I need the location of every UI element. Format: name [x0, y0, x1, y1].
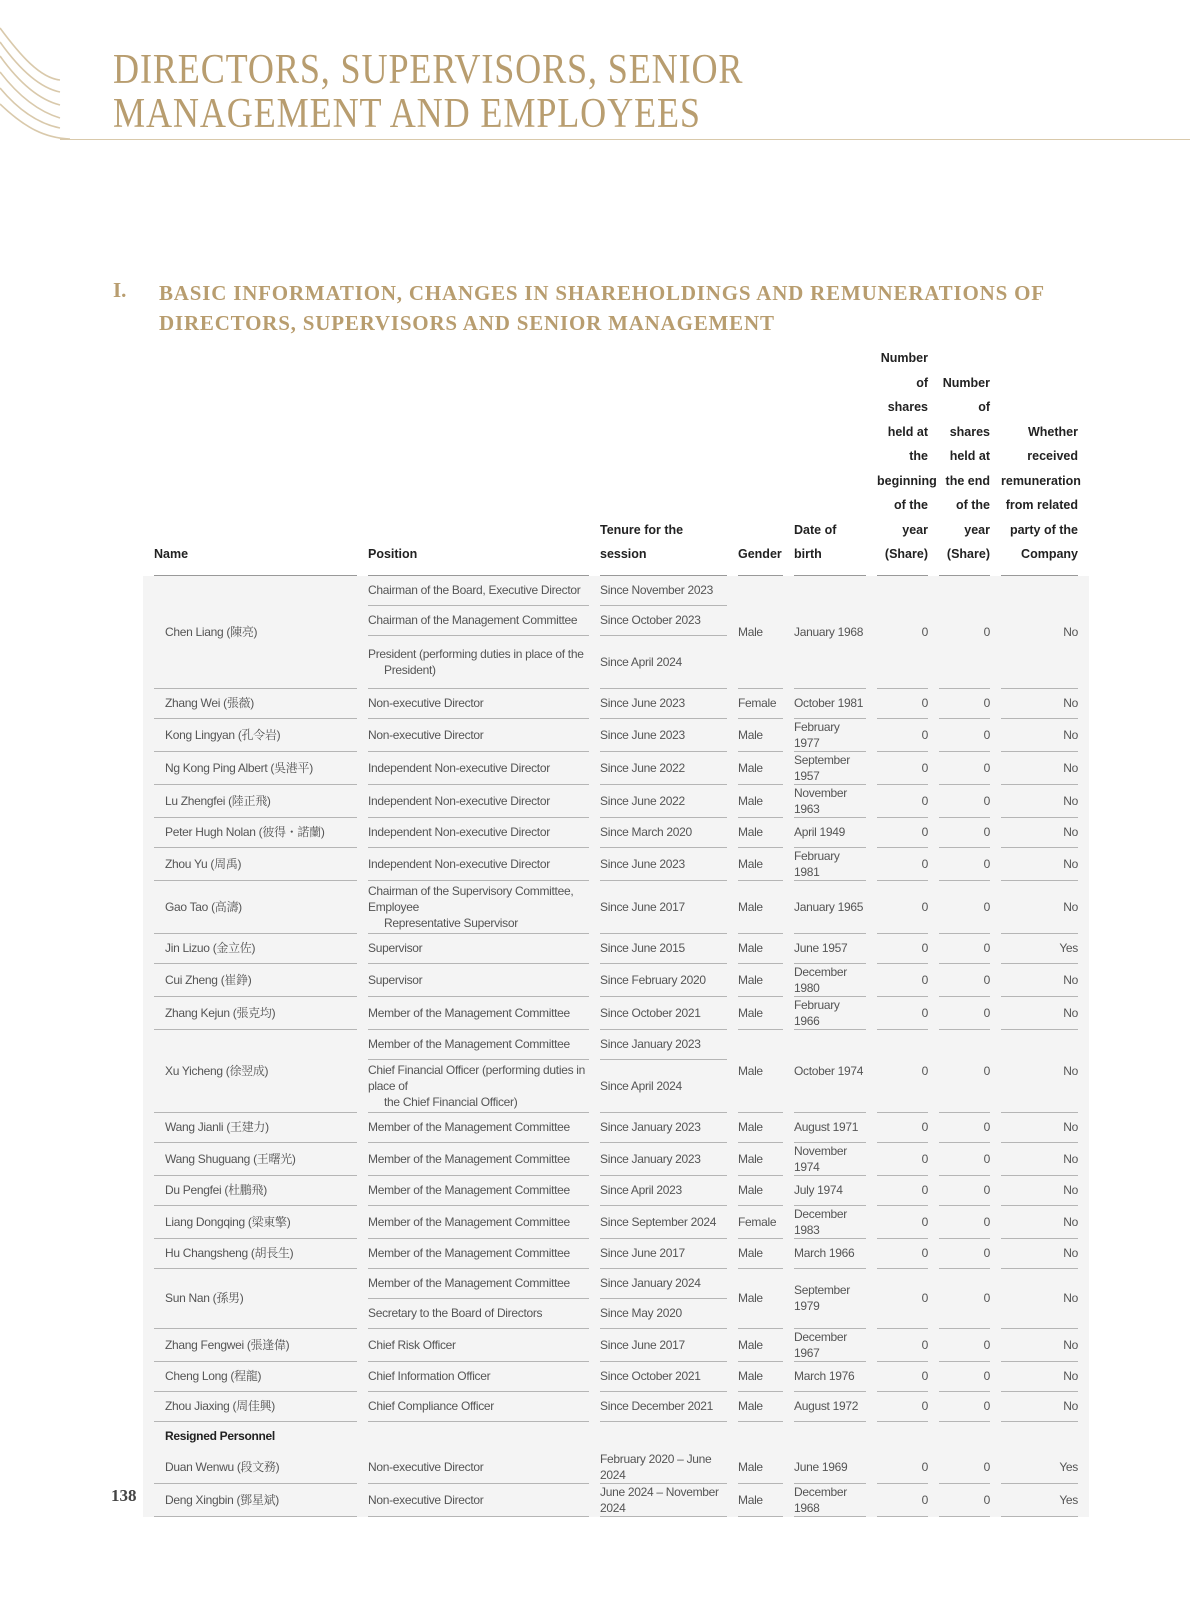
cell-tenure: Since January 2023: [600, 1113, 727, 1143]
cell-position: [368, 1113, 589, 1143]
cell-gender: Male: [738, 934, 783, 964]
cell-position: [368, 1362, 589, 1392]
position-title: President (performing duties in place of the: [368, 646, 584, 661]
cell-tenure: Since December 2021: [600, 1392, 727, 1422]
position-title: Member of the Management Committee: [368, 1005, 570, 1020]
table-row: [154, 1329, 1078, 1362]
cell-dob: June 1969: [794, 1451, 866, 1484]
cell-shares-begin: 0: [877, 1113, 928, 1143]
cell-remuneration: No: [1001, 1176, 1078, 1206]
cell-tenure: Since April 2024: [600, 636, 727, 689]
title-divider: [60, 139, 1190, 140]
cell-position: [368, 997, 589, 1030]
cell-position: [368, 818, 589, 848]
position-title: Independent Non-executive Director: [368, 793, 550, 808]
position-title: Member of the Management Committee: [368, 1037, 570, 1051]
cell-shares-end: 0: [939, 818, 990, 848]
cell-tenure: Since June 2015: [600, 934, 727, 964]
cell-shares-end: 0: [939, 1269, 990, 1329]
cell-tenure: Since June 2017: [600, 1329, 727, 1362]
cell-gender: Male: [738, 1484, 783, 1517]
cell-dob: December 1980: [794, 964, 866, 997]
cell-shares-end: 0: [939, 1113, 990, 1143]
cell-tenure: Since September 2024: [600, 1206, 727, 1239]
table-header-row: [154, 346, 1078, 576]
cell-position: [368, 1206, 589, 1239]
cell-remuneration: No: [1001, 997, 1078, 1030]
cell-gender: Male: [738, 785, 783, 818]
section-number: I.: [113, 278, 127, 302]
cell-dob: June 1957: [794, 934, 866, 964]
cell-position: [368, 636, 589, 689]
cell-gender: Male: [738, 576, 783, 689]
cell-position: [368, 1030, 589, 1060]
cell-tenure: Since June 2022: [600, 752, 727, 785]
decorative-curves-icon: [0, 0, 100, 145]
cell-remuneration: No: [1001, 881, 1078, 934]
cell-tenure: Since June 2017: [600, 1239, 727, 1269]
cell-remuneration: No: [1001, 719, 1078, 752]
position-title-cont: the Chief Financial Officer): [384, 1094, 518, 1109]
cell-tenure: June 2024 – November 2024: [600, 1484, 727, 1517]
cell-name: Zhou Jiaxing (周佳興): [154, 1392, 357, 1422]
cell-remuneration: No: [1001, 1329, 1078, 1362]
position-title: Chairman of the Board, Executive Director: [368, 583, 581, 597]
cell-position: [368, 1269, 589, 1299]
cell-shares-begin: 0: [877, 1451, 928, 1484]
cell-tenure: Since February 2020: [600, 964, 727, 997]
header-remuneration: Whether received remuneration from related party of the Company: [1001, 346, 1078, 576]
cell-remuneration: No: [1001, 1206, 1078, 1239]
cell-remuneration: Yes: [1001, 1484, 1078, 1517]
cell-shares-begin: 0: [877, 934, 928, 964]
cell-name: Liang Dongqing (梁東擎): [154, 1206, 357, 1239]
position-title: Non-executive Director: [368, 696, 484, 710]
cell-remuneration: No: [1001, 1362, 1078, 1392]
cell-shares-begin: 0: [877, 719, 928, 752]
cell-gender: Male: [738, 1113, 783, 1143]
position-title: Independent Non-executive Director: [368, 825, 550, 839]
cell-tenure: Since June 2022: [600, 785, 727, 818]
cell-remuneration: No: [1001, 818, 1078, 848]
cell-tenure: Since January 2023: [600, 1030, 727, 1060]
cell-tenure: Since June 2023: [600, 689, 727, 719]
cell-name: Kong Lingyan (孔令岩): [154, 719, 357, 752]
cell-shares-end: 0: [939, 934, 990, 964]
cell-shares-end: 0: [939, 689, 990, 719]
cell-dob: April 1949: [794, 818, 866, 848]
cell-shares-begin: 0: [877, 1269, 928, 1329]
cell-shares-begin: 0: [877, 848, 928, 881]
position-title: Supervisor: [368, 941, 423, 955]
cell-position: [368, 1484, 589, 1517]
cell-name: Duan Wenwu (段文務): [154, 1451, 357, 1484]
cell-shares-end: 0: [939, 752, 990, 785]
cell-shares-begin: 0: [877, 1484, 928, 1517]
position-title: Member of the Management Committee: [368, 1246, 570, 1260]
position-title-cont: President): [384, 662, 436, 677]
cell-name: Xu Yicheng (徐翌成): [154, 1030, 357, 1113]
table-row: [154, 752, 1078, 785]
table-row: [154, 1239, 1078, 1269]
table-row: [154, 1451, 1078, 1484]
cell-tenure: Since January 2023: [600, 1143, 727, 1176]
cell-tenure: Since June 2017: [600, 881, 727, 934]
title-line-1: DIRECTORS, SUPERVISORS, SENIOR: [113, 47, 744, 93]
cell-gender: Male: [738, 1269, 783, 1329]
cell-name: Hu Changsheng (胡長生): [154, 1239, 357, 1269]
table-row: [154, 719, 1078, 752]
position-title: Member of the Management Committee: [368, 1120, 570, 1134]
directors-table: [154, 346, 1081, 1517]
cell-tenure: Since November 2023: [600, 576, 727, 606]
header-name: Name: [154, 346, 357, 576]
cell-shares-end: 0: [939, 576, 990, 689]
position-title: Chief Information Officer: [368, 1369, 491, 1383]
cell-gender: Male: [738, 1176, 783, 1206]
cell-position: [368, 1143, 589, 1176]
cell-shares-end: 0: [939, 1451, 990, 1484]
cell-gender: Male: [738, 1392, 783, 1422]
cell-shares-end: 0: [939, 785, 990, 818]
table-row: [154, 1362, 1078, 1392]
cell-dob: September 1979: [794, 1269, 866, 1329]
cell-name: Jin Lizuo (金立佐): [154, 934, 357, 964]
position-title: Chairman of the Management Committee: [368, 613, 578, 627]
position-title: Chairman of the Supervisory Committee, Employee: [368, 883, 574, 914]
table-row: [154, 818, 1078, 848]
cell-dob: March 1976: [794, 1362, 866, 1392]
page-number: 138: [111, 1486, 137, 1505]
cell-position: [368, 689, 589, 719]
cell-position: [368, 1176, 589, 1206]
cell-name: Zhang Fengwei (張逢偉): [154, 1329, 357, 1362]
cell-tenure: Since October 2021: [600, 1362, 727, 1392]
cell-tenure: Since March 2020: [600, 818, 727, 848]
cell-name: Zhang Kejun (張克均): [154, 997, 357, 1030]
position-title: Independent Non-executive Director: [368, 760, 550, 775]
cell-name: Gao Tao (高濤): [154, 881, 357, 934]
cell-remuneration: No: [1001, 576, 1078, 689]
table-row: [154, 1176, 1078, 1206]
cell-tenure: Since June 2023: [600, 719, 727, 752]
cell-gender: Female: [738, 1206, 783, 1239]
cell-position: [368, 1451, 589, 1484]
cell-gender: Male: [738, 997, 783, 1030]
position-title: Non-executive Director: [368, 1459, 484, 1474]
cell-tenure: Since April 2024: [600, 1060, 727, 1113]
position-title: Chief Financial Officer (performing duties in place of: [368, 1062, 586, 1093]
cell-shares-end: 0: [939, 848, 990, 881]
cell-dob: October 1974: [794, 1030, 866, 1113]
table-group-row: [154, 1422, 1078, 1451]
table-row: [154, 1206, 1078, 1239]
cell-name: Cheng Long (程龍): [154, 1362, 357, 1392]
cell-shares-end: 0: [939, 719, 990, 752]
cell-shares-end: 0: [939, 1239, 990, 1269]
cell-gender: Male: [738, 1451, 783, 1484]
cell-dob: August 1972: [794, 1392, 866, 1422]
cell-shares-begin: 0: [877, 752, 928, 785]
cell-remuneration: Yes: [1001, 934, 1078, 964]
header-gender: Gender: [738, 346, 783, 576]
cell-name: Du Pengfei (杜鵬飛): [154, 1176, 357, 1206]
cell-gender: Male: [738, 752, 783, 785]
cell-name: Wang Jianli (王建力): [154, 1113, 357, 1143]
cell-shares-begin: 0: [877, 818, 928, 848]
cell-tenure: Since January 2024: [600, 1269, 727, 1299]
cell-position: [368, 1299, 589, 1329]
cell-position: [368, 1329, 589, 1362]
cell-dob: November 1963: [794, 785, 866, 818]
table-row: [154, 1113, 1078, 1143]
position-title-cont: Representative Supervisor: [384, 915, 518, 930]
cell-dob: July 1974: [794, 1176, 866, 1206]
cell-position: [368, 606, 589, 636]
position-title: Member of the Management Committee: [368, 1214, 570, 1229]
position-title: Member of the Management Committee: [368, 1183, 570, 1197]
cell-shares-end: 0: [939, 1484, 990, 1517]
cell-tenure: Since April 2023: [600, 1176, 727, 1206]
cell-shares-begin: 0: [877, 689, 928, 719]
cell-shares-begin: 0: [877, 785, 928, 818]
table-row: [154, 997, 1078, 1030]
header-tenure: Tenure for the session: [600, 346, 727, 576]
table-row: [154, 881, 1078, 934]
cell-dob: February 1981: [794, 848, 866, 881]
header-dob: Date of birth: [794, 346, 866, 576]
cell-gender: Male: [738, 719, 783, 752]
cell-gender: Male: [738, 1362, 783, 1392]
cell-gender: Female: [738, 689, 783, 719]
header-shares-begin: Number of shares held at the beginning of the year (Share): [877, 346, 928, 576]
cell-remuneration: No: [1001, 1239, 1078, 1269]
cell-shares-end: 0: [939, 1329, 990, 1362]
cell-tenure: Since May 2020: [600, 1299, 727, 1329]
cell-gender: Male: [738, 848, 783, 881]
position-title: Supervisor: [368, 972, 423, 987]
cell-shares-begin: 0: [877, 1392, 928, 1422]
cell-dob: December 1968: [794, 1484, 866, 1517]
cell-gender: Male: [738, 818, 783, 848]
cell-tenure: Since June 2023: [600, 848, 727, 881]
cell-position: [368, 964, 589, 997]
cell-position: [368, 785, 589, 818]
title-line-2: MANAGEMENT AND EMPLOYEES: [113, 91, 701, 137]
cell-shares-end: 0: [939, 1176, 990, 1206]
cell-name: Zhou Yu (周禹): [154, 848, 357, 881]
cell-position: [368, 1392, 589, 1422]
table-row: [154, 1484, 1078, 1517]
cell-remuneration: No: [1001, 1030, 1078, 1113]
cell-name: Lu Zhengfei (陸正飛): [154, 785, 357, 818]
page-title: [113, 48, 743, 136]
position-title: Member of the Management Committee: [368, 1151, 570, 1166]
table-row: [154, 1030, 1078, 1060]
cell-remuneration: No: [1001, 964, 1078, 997]
cell-name: Deng Xingbin (鄧星斌): [154, 1484, 357, 1517]
position-title: Independent Non-executive Director: [368, 856, 550, 871]
cell-dob: December 1983: [794, 1206, 866, 1239]
cell-name: Wang Shuguang (王曙光): [154, 1143, 357, 1176]
header-shares-end: Number of shares held at the end of the year (Share): [939, 346, 990, 576]
position-title: Member of the Management Committee: [368, 1276, 570, 1290]
cell-dob: January 1965: [794, 881, 866, 934]
cell-shares-end: 0: [939, 964, 990, 997]
cell-remuneration: No: [1001, 848, 1078, 881]
cell-shares-begin: 0: [877, 576, 928, 689]
cell-name: Ng Kong Ping Albert (吳港平): [154, 752, 357, 785]
table-row: [154, 1143, 1078, 1176]
cell-remuneration: No: [1001, 785, 1078, 818]
position-title: Chief Compliance Officer: [368, 1399, 494, 1413]
cell-dob: December 1967: [794, 1329, 866, 1362]
position-title: Chief Risk Officer: [368, 1337, 456, 1352]
table-row: [154, 964, 1078, 997]
cell-shares-begin: 0: [877, 881, 928, 934]
table-row: [154, 576, 1078, 606]
cell-shares-begin: 0: [877, 997, 928, 1030]
position-title: Non-executive Director: [368, 1492, 484, 1507]
header-position: Position: [368, 346, 589, 576]
cell-name: Cui Zheng (崔錚): [154, 964, 357, 997]
cell-remuneration: No: [1001, 1392, 1078, 1422]
cell-position: [368, 1060, 589, 1113]
cell-shares-begin: 0: [877, 1206, 928, 1239]
cell-shares-end: 0: [939, 1206, 990, 1239]
cell-position: [368, 934, 589, 964]
cell-position: [368, 719, 589, 752]
cell-shares-begin: 0: [877, 1329, 928, 1362]
cell-gender: Male: [738, 1239, 783, 1269]
cell-dob: March 1966: [794, 1239, 866, 1269]
cell-dob: August 1971: [794, 1113, 866, 1143]
cell-gender: Male: [738, 881, 783, 934]
cell-gender: Male: [738, 1030, 783, 1113]
cell-position: [368, 576, 589, 606]
cell-shares-end: 0: [939, 997, 990, 1030]
cell-remuneration: No: [1001, 689, 1078, 719]
cell-shares-end: 0: [939, 1392, 990, 1422]
table-row: [154, 1392, 1078, 1422]
position-title: Secretary to the Board of Directors: [368, 1306, 543, 1320]
cell-dob: September 1957: [794, 752, 866, 785]
cell-remuneration: No: [1001, 1269, 1078, 1329]
position-title: Non-executive Director: [368, 727, 484, 742]
cell-dob: November 1974: [794, 1143, 866, 1176]
cell-gender: Male: [738, 964, 783, 997]
cell-dob: February 1966: [794, 997, 866, 1030]
cell-position: [368, 752, 589, 785]
cell-shares-begin: 0: [877, 1030, 928, 1113]
cell-remuneration: No: [1001, 1143, 1078, 1176]
cell-dob: January 1968: [794, 576, 866, 689]
table-row: [154, 848, 1078, 881]
table-row: [154, 689, 1078, 719]
cell-shares-end: 0: [939, 1030, 990, 1113]
cell-name: Sun Nan (孫男): [154, 1269, 357, 1329]
cell-tenure: Since October 2021: [600, 997, 727, 1030]
cell-shares-begin: 0: [877, 1239, 928, 1269]
section-title: BASIC INFORMATION, CHANGES IN SHAREHOLDINGS AND REMUNERATIONS OF DIRECTORS, SUPERVISORS AND SENIOR MANAGEMENT: [159, 281, 1045, 335]
cell-shares-begin: 0: [877, 964, 928, 997]
table-row: [154, 785, 1078, 818]
group-label: Resigned Personnel: [165, 1429, 275, 1443]
cell-gender: Male: [738, 1329, 783, 1362]
cell-name: Zhang Wei (張薇): [154, 689, 357, 719]
cell-position: [368, 848, 589, 881]
cell-tenure: February 2020 – June 2024: [600, 1451, 727, 1484]
cell-dob: February 1977: [794, 719, 866, 752]
cell-shares-end: 0: [939, 881, 990, 934]
cell-tenure: Since October 2023: [600, 606, 727, 636]
cell-remuneration: No: [1001, 1113, 1078, 1143]
cell-position: [368, 1239, 589, 1269]
table-row: [154, 934, 1078, 964]
cell-remuneration: Yes: [1001, 1451, 1078, 1484]
cell-shares-end: 0: [939, 1143, 990, 1176]
cell-shares-begin: 0: [877, 1362, 928, 1392]
table-row: [154, 1269, 1078, 1299]
cell-shares-end: 0: [939, 1362, 990, 1392]
cell-shares-begin: 0: [877, 1143, 928, 1176]
cell-position: [368, 881, 589, 934]
cell-dob: October 1981: [794, 689, 866, 719]
cell-name: Chen Liang (陳亮): [154, 576, 357, 689]
cell-name: Peter Hugh Nolan (彼得・諾蘭): [154, 818, 357, 848]
cell-remuneration: No: [1001, 752, 1078, 785]
cell-shares-begin: 0: [877, 1176, 928, 1206]
cell-gender: Male: [738, 1143, 783, 1176]
